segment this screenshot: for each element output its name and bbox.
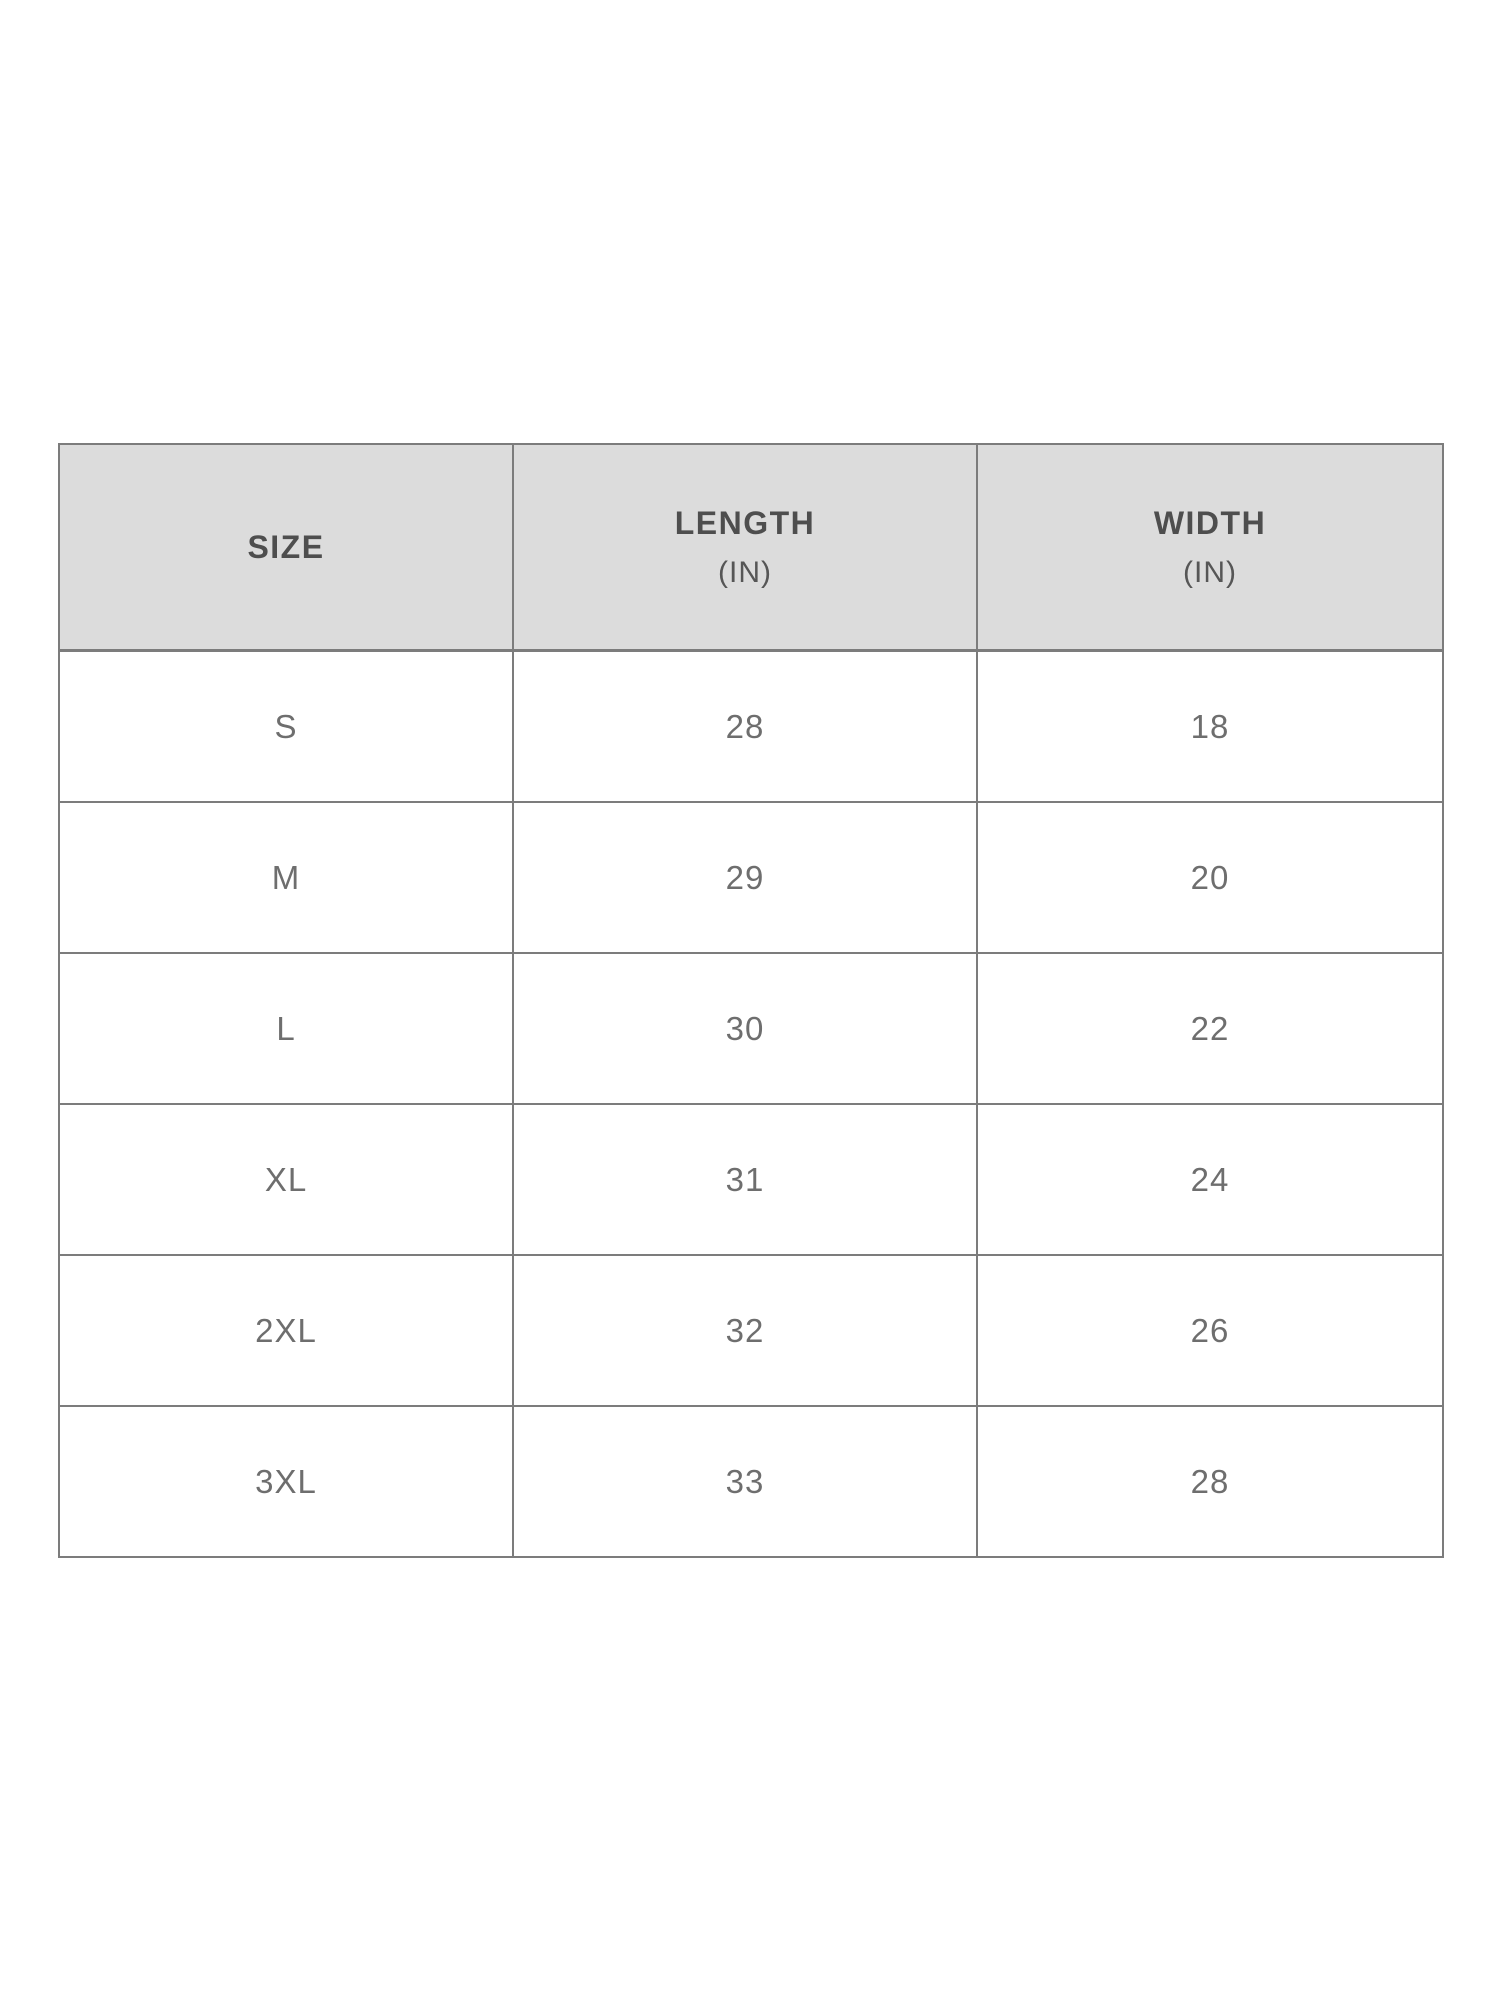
table-row — [59, 1255, 1443, 1406]
column-header-length — [513, 444, 977, 651]
column-header-width — [977, 444, 1443, 651]
size-cell: XL — [59, 1104, 513, 1255]
column-header-size — [59, 444, 513, 651]
size-cell: L — [59, 953, 513, 1104]
length-cell: 29 — [513, 802, 977, 953]
width-cell: 20 — [977, 802, 1443, 953]
length-cell: 28 — [513, 651, 977, 803]
table-row — [59, 1104, 1443, 1255]
size-cell: S — [59, 651, 513, 803]
length-cell: 31 — [513, 1104, 977, 1255]
size-header-label: SIZE — [247, 528, 325, 565]
length-header-unit: (IN) — [718, 555, 772, 589]
length-cell: 30 — [513, 953, 977, 1104]
width-cell: 28 — [977, 1406, 1443, 1557]
size-chart-table — [58, 443, 1444, 1558]
length-cell: 33 — [513, 1406, 977, 1557]
table-row — [59, 953, 1443, 1104]
table-row — [59, 1406, 1443, 1557]
length-header-label: LENGTH — [674, 504, 816, 541]
width-header-unit: (IN) — [1183, 555, 1237, 589]
size-cell: M — [59, 802, 513, 953]
table-header-row — [59, 444, 1443, 651]
table-row — [59, 651, 1443, 803]
width-cell: 22 — [977, 953, 1443, 1104]
table-row — [59, 802, 1443, 953]
width-cell: 26 — [977, 1255, 1443, 1406]
size-cell: 2XL — [59, 1255, 513, 1406]
width-cell: 18 — [977, 651, 1443, 803]
width-cell: 24 — [977, 1104, 1443, 1255]
width-header-label: WIDTH — [1153, 504, 1267, 541]
length-cell: 32 — [513, 1255, 977, 1406]
size-cell: 3XL — [59, 1406, 513, 1557]
